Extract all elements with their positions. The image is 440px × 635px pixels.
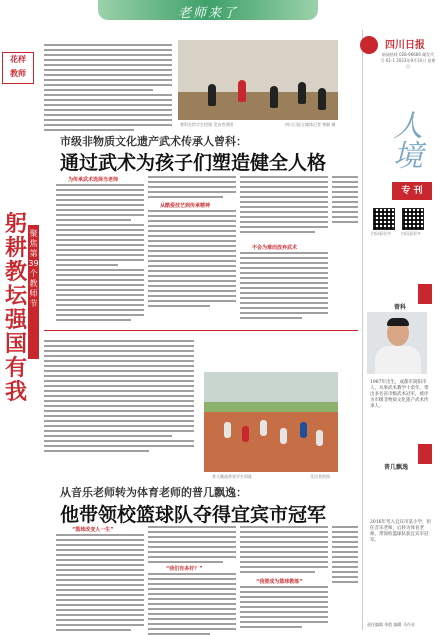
profile-tag	[418, 284, 432, 304]
article1-subhead-2: 从酷爱技艺到传承精神	[160, 203, 211, 209]
qr1-caption: 扫码看更多	[371, 231, 391, 236]
person2-name: 普几飘逸	[384, 464, 409, 471]
issue-meta: 新闻热线 028-96686 邮发代号 61-1 2023年9月10日 星期日	[380, 52, 436, 69]
article2-column-2b	[148, 573, 236, 635]
article1-intro	[44, 44, 172, 131]
article1-subhead-1: 为传承武术选择当老师	[68, 177, 119, 183]
article2-subtitle: 从音乐老师转为体育老师的普几飘逸：	[60, 486, 247, 499]
editor-credit: 责任编辑 余韵 编辑 马丹亚	[367, 622, 415, 627]
martial-arts-photo	[178, 40, 338, 120]
article2-column-3	[240, 526, 328, 573]
article2-title: 他带领校篮球队夺得宜宾市冠军	[60, 504, 327, 526]
article-divider	[44, 330, 358, 331]
person2-bio: 2016年考入宜宾市某小学，担任音乐老师，后转为体育老师。带领校篮球队获宜宾市冠军。	[370, 520, 431, 543]
article1-subhead-3: 不会为难而放弃武术	[252, 245, 298, 251]
article2-subhead-3: “我要成为篮球教练”	[256, 579, 303, 585]
section-banner	[58, 0, 358, 22]
person1-bio: 1987年出生，成都市简阳市人，从事武术教学十余年。带出多名省市级武术冠军，被评为市级非物质文化遗产武术传承人。	[370, 380, 429, 409]
article1-column-2b	[148, 210, 236, 307]
article1-column-1	[56, 184, 144, 321]
vertical-slogan: 躬耕教坛 强国有我	[4, 211, 27, 405]
profile-tag	[418, 444, 432, 464]
article1-column-3b	[240, 252, 328, 319]
article2-column-2	[148, 526, 236, 563]
person1-name: 曾科	[394, 304, 407, 311]
article2-subhead-1: “篮球改变人一生”	[72, 527, 114, 533]
article1-title: 通过武术为孩子们塑造健全人格	[60, 152, 327, 174]
photo2-caption: 普几飘逸带领学生训练	[212, 474, 252, 479]
article2-column-1	[56, 534, 144, 631]
banner-title: 老师来了	[177, 6, 238, 21]
basketball-photo	[204, 372, 338, 472]
article2-subhead-2: “我们有多好？”	[166, 566, 203, 572]
sidebar-divider	[362, 30, 363, 630]
photo2-credit: 受访者供图	[310, 474, 330, 479]
vertical-strip: 聚焦第39个教师节	[28, 225, 39, 359]
person1-portrait	[367, 312, 427, 374]
article1-column-3	[240, 176, 328, 233]
qr-code-icon[interactable]	[373, 208, 395, 230]
qr-code-icon[interactable]	[402, 208, 424, 230]
photo1-caption: 曾科在给学生授课 受访者供图	[180, 122, 234, 127]
article2-intro	[44, 340, 194, 452]
column-tag: 花样 教师	[2, 52, 34, 84]
qr2-caption: 扫码看更多	[401, 231, 421, 236]
article1-subtitle: 市级非物质文化遗产武术传承人曾科：	[60, 135, 247, 148]
article1-column-2	[148, 176, 236, 198]
article2-column-4	[332, 526, 358, 583]
masthead-logo-icon	[360, 36, 378, 54]
section-title: 人境	[393, 109, 423, 174]
section-badge: 专 刊	[392, 182, 432, 200]
article1-column-4	[332, 176, 358, 223]
article2-column-3b	[240, 586, 328, 628]
photo1-credit: 四川日报全媒体记者 钟静 摄	[285, 122, 336, 127]
masthead: 四川日报	[385, 40, 425, 51]
